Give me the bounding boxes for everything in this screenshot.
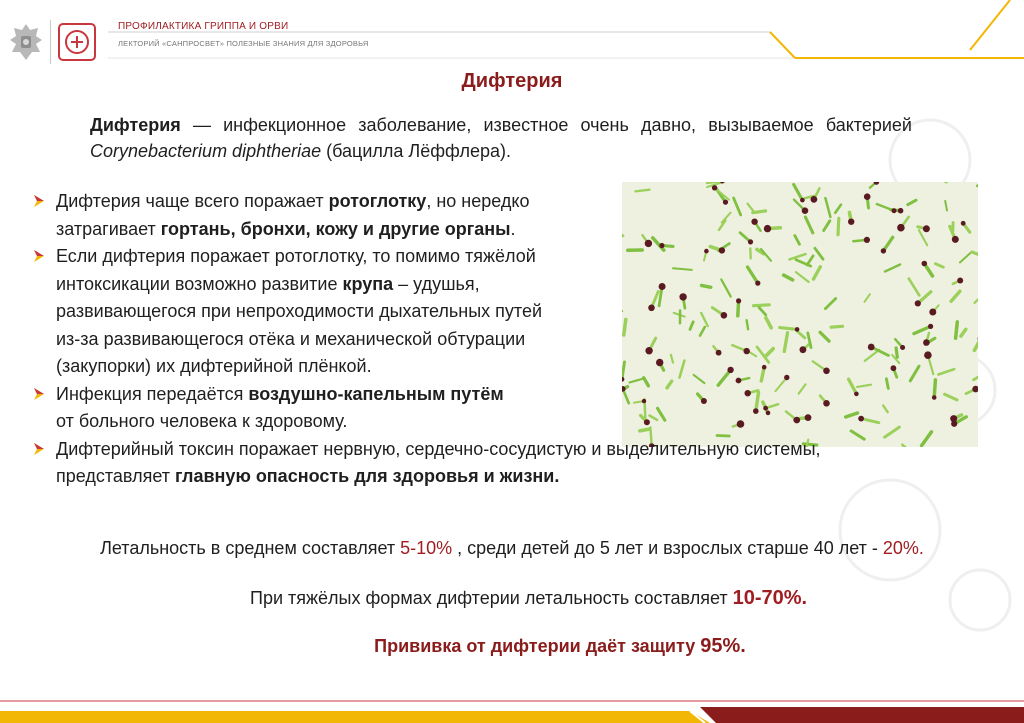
bacteria-rod (886, 379, 888, 389)
bullet-1-text-2: , но нередко (426, 191, 530, 211)
bullet-3-text: Инфекция передаётся (56, 383, 249, 404)
bacteria-dot (881, 248, 886, 253)
bullet-1-text-4: . (510, 218, 516, 239)
definition-text-1: — инфекционное заболевание, известное очень давно, вызываемое бактерией (180, 115, 912, 135)
mortality-severe (250, 587, 807, 610)
arrow-bullet-icon (32, 442, 46, 456)
stat-3-text: Прививка от дифтерии даёт защиту (374, 636, 701, 656)
bullet-2-text-4: развивающегося при непроходимости дыхательных путей (56, 301, 543, 321)
bacteria-dot (898, 208, 904, 214)
slide-title: Дифтерия (461, 70, 563, 92)
bullet-1-bold: ротоглотку (328, 191, 427, 211)
arrow-bullet-icon (32, 249, 46, 263)
bacteria-dot (950, 415, 957, 422)
definition-paragraph (90, 112, 912, 164)
list-item (32, 436, 821, 491)
header-subtitle: ЛЕКТОРИЙ «САНПРОСВЕТ» ПОЛЕЗНЫЕ ЗНАНИЯ ДЛЯ ЗДОРОВЬЯ (118, 39, 369, 48)
bullet-4-bold: главную опасность для здоровья и жизни. (175, 466, 560, 486)
bacteria-rod (978, 186, 979, 188)
bullet-2-bold: крупа (342, 273, 394, 294)
bullet-2-text-2: интоксикации возможно развитие (56, 273, 343, 294)
list-item (32, 243, 821, 381)
bacteria-dot (854, 392, 859, 397)
bullet-3-text-2: от больного человека к здоровому. (56, 411, 348, 431)
bacteria-dot (892, 208, 897, 213)
definition-text-2: (бацилла Лёффлера). (321, 141, 512, 161)
bacteria-rod (956, 322, 958, 338)
header-title: ПРОФИЛАКТИКА ГРИППА И ОРВИ (118, 21, 289, 32)
slide-footer-decor (0, 673, 1024, 723)
bullet-1-bold-2: гортань, бронхи, кожу и другие органы (160, 218, 511, 239)
bullet-2-text: Если дифтерия поражает ротоглотку, то помимо тяжёлой (56, 246, 536, 266)
bacteria-dot (864, 237, 870, 243)
bacteria-rod (831, 326, 842, 327)
definition-latin-name: Corynebacterium diphtheriae (90, 141, 322, 161)
bullet-1-text-3: затрагивает (56, 218, 161, 239)
bacteria-dot (923, 339, 930, 346)
mortality-average (0, 538, 1024, 559)
vaccination-protection (0, 635, 1024, 658)
bullet-2-text-6: (закупорки) их дифтерийной плёнкой. (56, 356, 372, 376)
bacteria-rod (838, 218, 839, 234)
bacteria-dot (868, 344, 875, 351)
bacteria-dot (858, 416, 864, 422)
bacteria-dot (891, 365, 897, 371)
bacteria-dot (897, 224, 905, 232)
bacteria-dot (900, 345, 905, 350)
stat-2-value: 10-70%. (732, 587, 808, 609)
bullet-4-text-2: представляет (56, 466, 175, 486)
bacteria-dot (923, 225, 930, 232)
bacteria-dot (823, 368, 830, 375)
stat-1-value: 5-10% (400, 538, 453, 558)
stat-1-text-2: , среди детей до 5 лет и взрослых старше 40 лет - (452, 538, 883, 558)
bacteria-dot (957, 278, 963, 284)
stat-3-value: 95%. (700, 635, 746, 657)
bacteria-dot (961, 221, 966, 226)
bacteria-dot (915, 300, 921, 306)
stat-1-value-2: 20%. (882, 538, 924, 558)
bacteria-dot (922, 261, 928, 267)
bacteria-dot (864, 193, 871, 200)
bacteria-dot (924, 351, 932, 359)
stat-1-text: Летальность в среднем составляет (100, 538, 401, 558)
bacteria-rod (934, 380, 935, 398)
bacteria-dot (848, 219, 854, 225)
arrow-bullet-icon (32, 194, 46, 208)
bacteria-dot (952, 236, 959, 243)
bullet-4-text: Дифтерийный токсин поражает нервную, сердечно-сосудистую и выделительную системы, (56, 438, 821, 459)
definition-term: Дифтерия (90, 115, 181, 135)
arrow-bullet-icon (32, 387, 46, 401)
bacteria-dot (823, 400, 830, 407)
stat-2-text: При тяжёлых формах дифтерии летальность составляет (250, 588, 733, 608)
list-item (32, 188, 821, 243)
bullet-2-text-3: – удушья, (393, 273, 480, 294)
bacteria-dot (928, 324, 933, 329)
bullet-2-text-5: из-за развивающегося отёка и механической обтурации (56, 328, 526, 349)
list-item (32, 381, 821, 436)
bullet-1-text: Дифтерия чаще всего поражает (56, 191, 329, 211)
bacteria-rod (896, 348, 897, 357)
bullet-3-bold: воздушно-капельным путём (248, 383, 504, 404)
bacteria-dot (929, 309, 936, 316)
bullet-list (32, 188, 821, 491)
bacteria-dot (932, 395, 937, 400)
